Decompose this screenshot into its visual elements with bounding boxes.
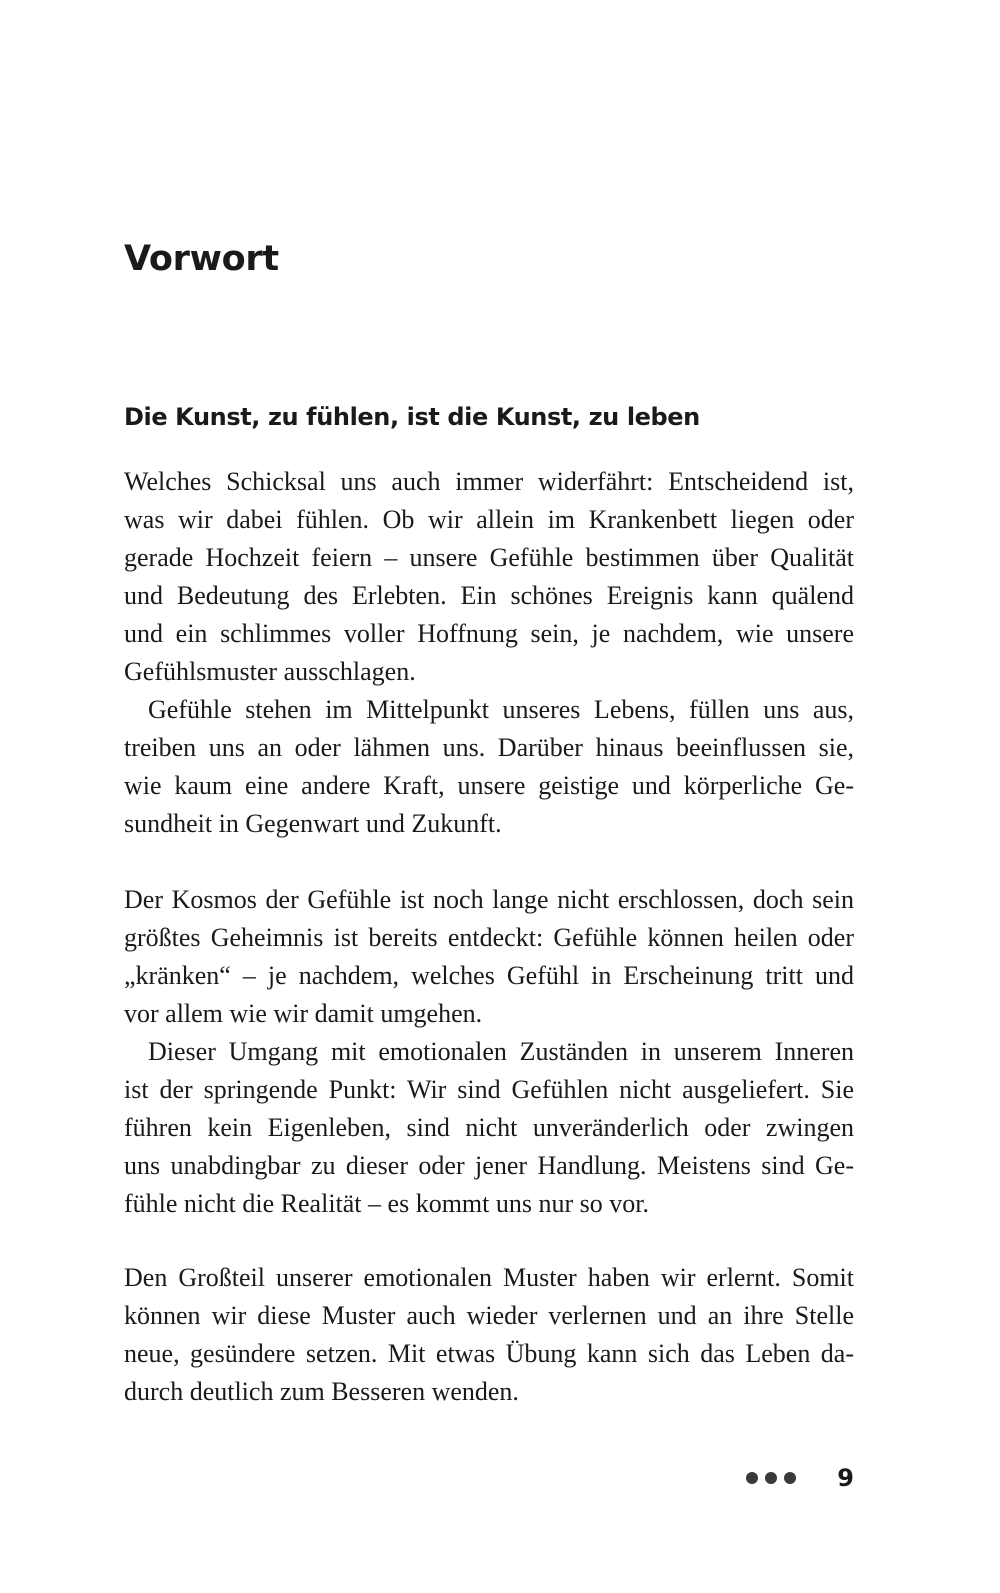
paragraph-line: vor allem wie wir damit umgehen. bbox=[124, 999, 483, 1028]
paragraph-line: Gefühlsmuster ausschlagen. bbox=[124, 657, 416, 686]
paragraph-line: führen kein Eigenleben, sind nicht unveränderlich oder zwingen bbox=[124, 1113, 854, 1142]
text-block-1 bbox=[124, 463, 854, 843]
paragraph-line: ist der springende Punkt: Wir sind Gefühlen nicht ausgeliefert. Sie bbox=[124, 1075, 854, 1104]
paragraph-3 bbox=[124, 881, 854, 1033]
dot-icon bbox=[765, 1472, 777, 1484]
section-heading: Die Kunst, zu fühlen, ist die Kunst, zu leben bbox=[124, 403, 700, 431]
paragraph-line: Der Kosmos der Gefühle ist noch lange nicht erschlossen, doch sein bbox=[124, 885, 854, 914]
paragraph-line: neue, gesündere setzen. Mit etwas Übung kann sich das Leben da- bbox=[124, 1339, 854, 1368]
dot-icon bbox=[784, 1472, 796, 1484]
paragraph-line: Gefühle stehen im Mittelpunkt unseres Lebens, füllen uns aus, bbox=[148, 695, 854, 724]
paragraph-line: was wir dabei fühlen. Ob wir allein im Krankenbett liegen oder bbox=[124, 505, 854, 534]
chapter-title: Vorwort bbox=[124, 239, 279, 279]
paragraph-line: können wir diese Muster auch wieder verlernen und an ihre Stelle bbox=[124, 1301, 854, 1330]
paragraph-line: und Bedeutung des Erlebten. Ein schönes Ereignis kann quälend bbox=[124, 581, 854, 610]
paragraph-line: gerade Hochzeit feiern – unsere Gefühle bestimmen über Qualität bbox=[124, 543, 854, 572]
paragraph-5 bbox=[124, 1259, 854, 1411]
paragraph-line: Dieser Umgang mit emotionalen Zuständen in unserem Inneren bbox=[148, 1037, 854, 1066]
paragraph-line: fühle nicht die Realität – es kommt uns nur so vor. bbox=[124, 1189, 649, 1218]
paragraph-line: Den Großteil unserer emotionalen Muster haben wir erlernt. Somit bbox=[124, 1263, 854, 1292]
paragraph-line: und ein schlimmes voller Hoffnung sein, je nachdem, wie unsere bbox=[124, 619, 854, 648]
paragraph-line: wie kaum eine andere Kraft, unsere geistige und körperliche Ge- bbox=[124, 771, 854, 800]
paragraph-line: größtes Geheimnis ist bereits entdeckt: Gefühle können heilen oder bbox=[124, 923, 854, 952]
paragraph-line: uns unabdingbar zu dieser oder jener Handlung. Meistens sind Ge- bbox=[124, 1151, 854, 1180]
paragraph-2 bbox=[124, 691, 854, 843]
paragraph-line: durch deutlich zum Besseren wenden. bbox=[124, 1377, 519, 1406]
paragraph-line: treiben uns an oder lähmen uns. Darüber hinaus beeinflussen sie, bbox=[124, 733, 854, 762]
dot-icon bbox=[746, 1472, 758, 1484]
paragraph-line: sundheit in Gegenwart und Zukunft. bbox=[124, 809, 502, 838]
text-block-2 bbox=[124, 881, 854, 1223]
paragraph-1 bbox=[124, 463, 854, 691]
paragraph-line: Welches Schicksal uns auch immer widerfährt: Entscheidend ist, bbox=[124, 467, 854, 496]
page-footer bbox=[740, 1460, 854, 1496]
paragraph-4 bbox=[124, 1033, 854, 1223]
page-number: 9 bbox=[837, 1464, 854, 1492]
text-block-3 bbox=[124, 1259, 854, 1411]
paragraph-line: „kränken“ – je nachdem, welches Gefühl in Erscheinung tritt und bbox=[124, 961, 854, 990]
